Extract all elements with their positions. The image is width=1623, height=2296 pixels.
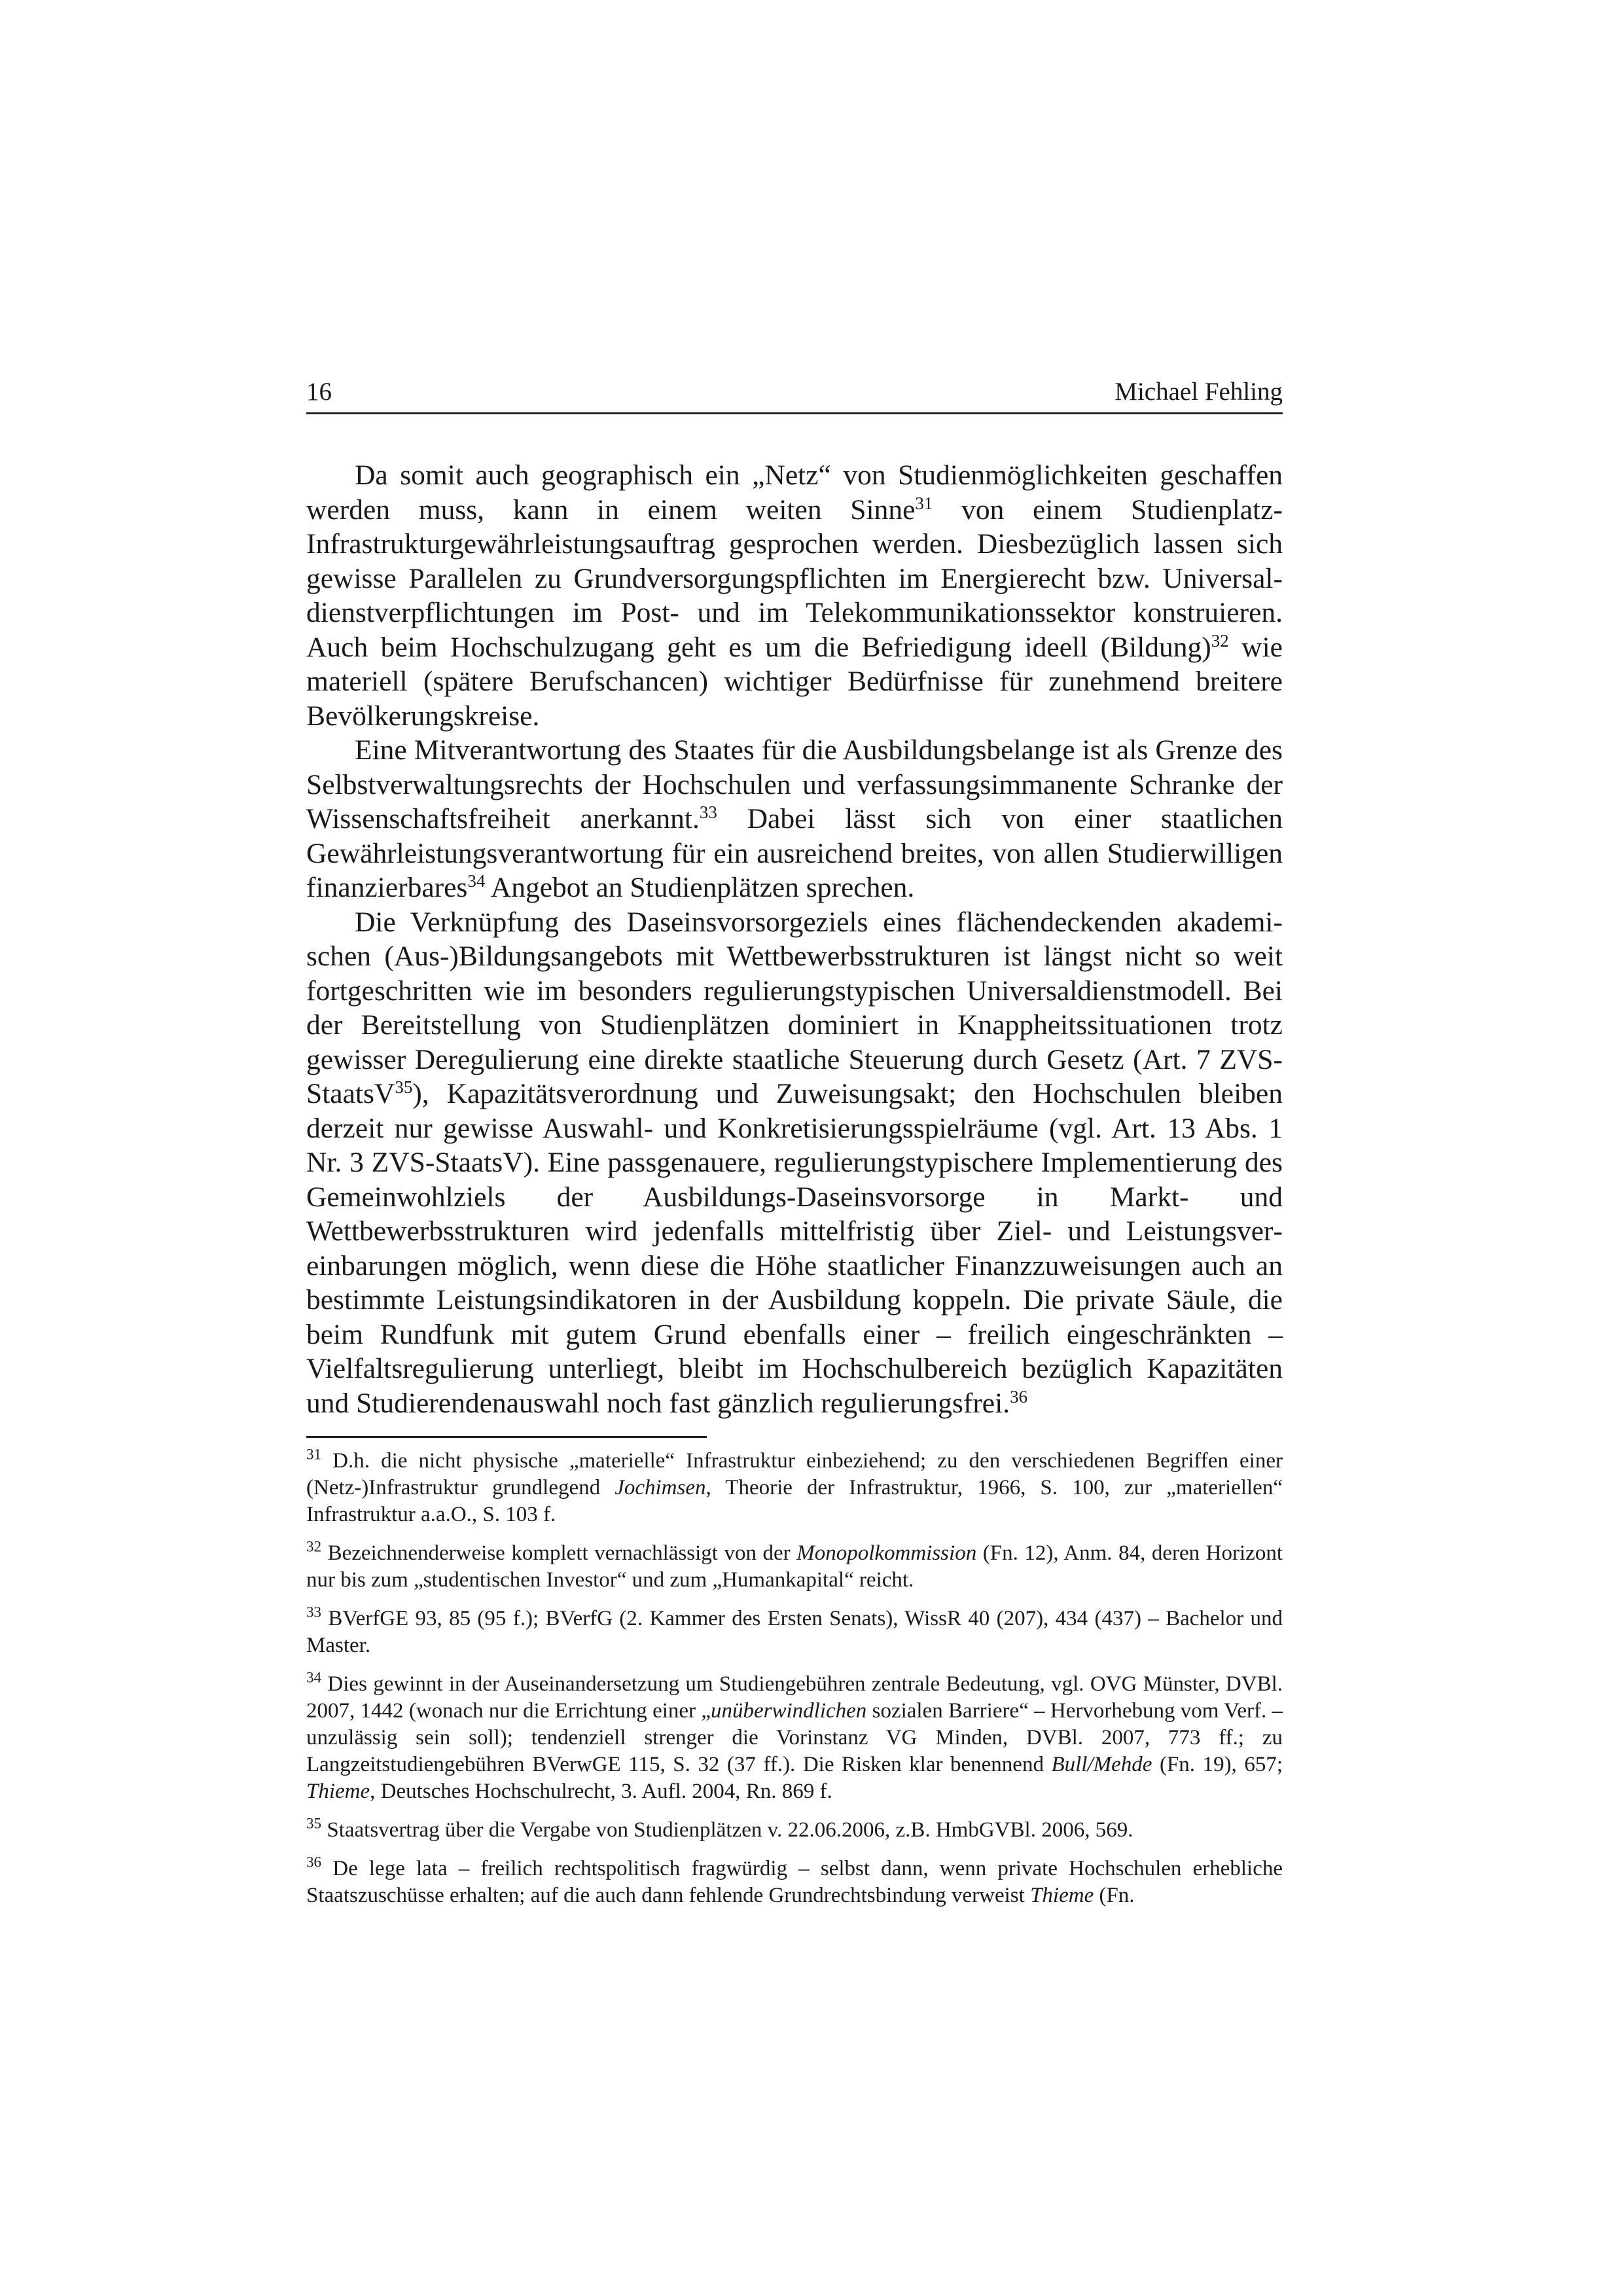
footnote-ref-33[interactable]: 33 xyxy=(699,802,717,823)
footnote-31: $^{31}$ D.h. die nicht physische „materielle“ Infrastruktur einbeziehend; zu den verschiedenen Begriffen einer (Netz-)Infrastruktur grundlegend Jochimsen, Theorie der Infrastruktur, 1966, S. 100, zur „materiellen“ Infrastruktur a.a.O., S. 103 f. xyxy=(306,1445,1283,1526)
main-text xyxy=(306,458,1283,1420)
footnote-35: $^{35}$ Staatsvertrag über die Vergabe von Studienplätzen v. 22.06.2006, z.B. HmbGVBl. 2006, 569. xyxy=(306,1814,1133,1842)
paragraph-2: Eine Mitverantwortung des Staates für die Ausbildungsbelange ist als Grenze des Selbstverwaltungsrechts der Hochschulen und verfassungsimmanente Schranke der Wissenschaftsfreiheit anerkannt.$^{33}$ Dabei lässt sich von einer staatlichen Gewährleistungsverantwortung für ein ausreichend breites, von allen Studierwilligen finanzierbares$^{34}$ Angebot an Studienplätzen sprechen. xyxy=(306,734,1283,903)
footnote-ref-31[interactable]: 31 xyxy=(915,493,933,513)
paragraph-1: Da somit auch geographisch ein „Netz“ von Studienmöglichkeiten geschaffen werden muss, kann in einem weiten Sinne$^{31}$ von einem Studienplatz-Infrastrukturgewährleistungsauftrag gesprochen werden. Diesbezüglich lassen sich gewisse Parallelen zu Grundversorgungspflichten im Energierecht bzw. Universaldienstverpflichtungen im Post- und im Telekommunikationssektor konstruieren. Auch beim Hochschulzugang geht es um die Befriedigung ideell (Bildung)$^{32}$ wie materiell (spätere Berufschancen) wichtiger Bedürfnisse für zunehmend breitere Bevölkerungskreise. xyxy=(306,459,1283,732)
footnote-ref-35[interactable]: 35 xyxy=(395,1077,413,1098)
running-header-author: Michael Fehling xyxy=(1115,378,1283,406)
paragraph-3: Die Verknüpfung des Daseinsvorsorgeziels eines flächendeckenden akademischen (Aus-)Bildungsangebots mit Wettbewerbsstrukturen ist längst nicht so weit fortgeschritten wie im besonders regulierungstypischen Universaldienstmodell. Bei der Bereitstellung von Studienplätzen dominiert in Knappheitssituationen trotz gewisser Deregulierung eine direkte staatliche Steuerung durch Gesetz (Art. 7 ZVS-StaatsV$^{35}$), Kapazitätsverordnung und Zuweisungsakt; den Hochschulen bleiben derzeit nur gewisse Auswahl- und Konkretisierungsspielräume (vgl. Art. 13 Abs. 1 Nr. 3 ZVS-StaatsV). Eine passgenauere, regulierungstypischere Implementierung des Gemeinwohlziels der Ausbildungs-Daseinsvorsorge in Markt- und Wettbewerbsstrukturen wird jedenfalls mittelfristig über Ziel- und Leistungsvereinbarungen möglich, wenn diese die Höhe staatlicher Finanzzuweisungen auch an bestimmte Leistungsindikatoren in der Ausbildung koppeln. Die private Säule, die beim Rundfunk mit gutem Grund ebenfalls einer – freilich eingeschränkten – Vielfaltsregulierung unterliegt, bleibt im Hochschulbereich bezüglich Kapazitäten und Studierendenauswahl noch fast gänzlich regulierungsfrei.$^{36}$ xyxy=(306,906,1283,1419)
footnote-separator xyxy=(306,1436,707,1438)
footnotes xyxy=(306,1445,1283,1921)
footnote-36: $^{36}$ De lege lata – freilich rechtspolitisch fragwürdig – selbst dann, wenn private Hochschulen erhebliche Staatszuschüsse erhalten; auf die auch dann fehlende Grundrechtsbindung verweist Thieme (Fn. xyxy=(306,1853,1283,1907)
footnote-33: $^{33}$ BVerfGE 93, 85 (95 f.); BVerfG (2. Kammer des Ersten Senats), WissR 40 (207), 434 (437) – Bachelor und Master. xyxy=(306,1603,1283,1657)
footnote-32: $^{32}$ Bezeichnenderweise komplett vernachlässigt von der Monopolkommission (Fn. 12), Anm. 84, deren Horizont nur bis zum „studentischen Investor“ und zum „Humankapital“ reicht. xyxy=(306,1537,1283,1592)
page-number: 16 xyxy=(306,378,332,406)
footnote-ref-32[interactable]: 32 xyxy=(1211,630,1229,651)
running-header xyxy=(306,372,1283,414)
footnote-34: $^{34}$ Dies gewinnt in der Auseinandersetzung um Studiengebühren zentrale Bedeutung, vgl. OVG Münster, DVBl. 2007, 1442 (wonach nur die Errichtung einer „unüberwindlichen sozialen Barriere“ – Hervorhebung vom Verf. – unzulässig sein soll); tendenziell strenger die Vorinstanz VG Minden, DVBl. 2007, 773 ff.; zu Langzeitstudiengebühren BVerwGE 115, S. 32 (37 ff.). Die Risken klar benennend Bull/Mehde (Fn. 19), 657; Thieme, Deutsches Hochschulrecht, 3. Aufl. 2004, Rn. 869 f. xyxy=(306,1668,1283,1803)
footnote-ref-36[interactable]: 36 xyxy=(1010,1386,1028,1407)
footnote-ref-34[interactable]: 34 xyxy=(467,871,486,891)
